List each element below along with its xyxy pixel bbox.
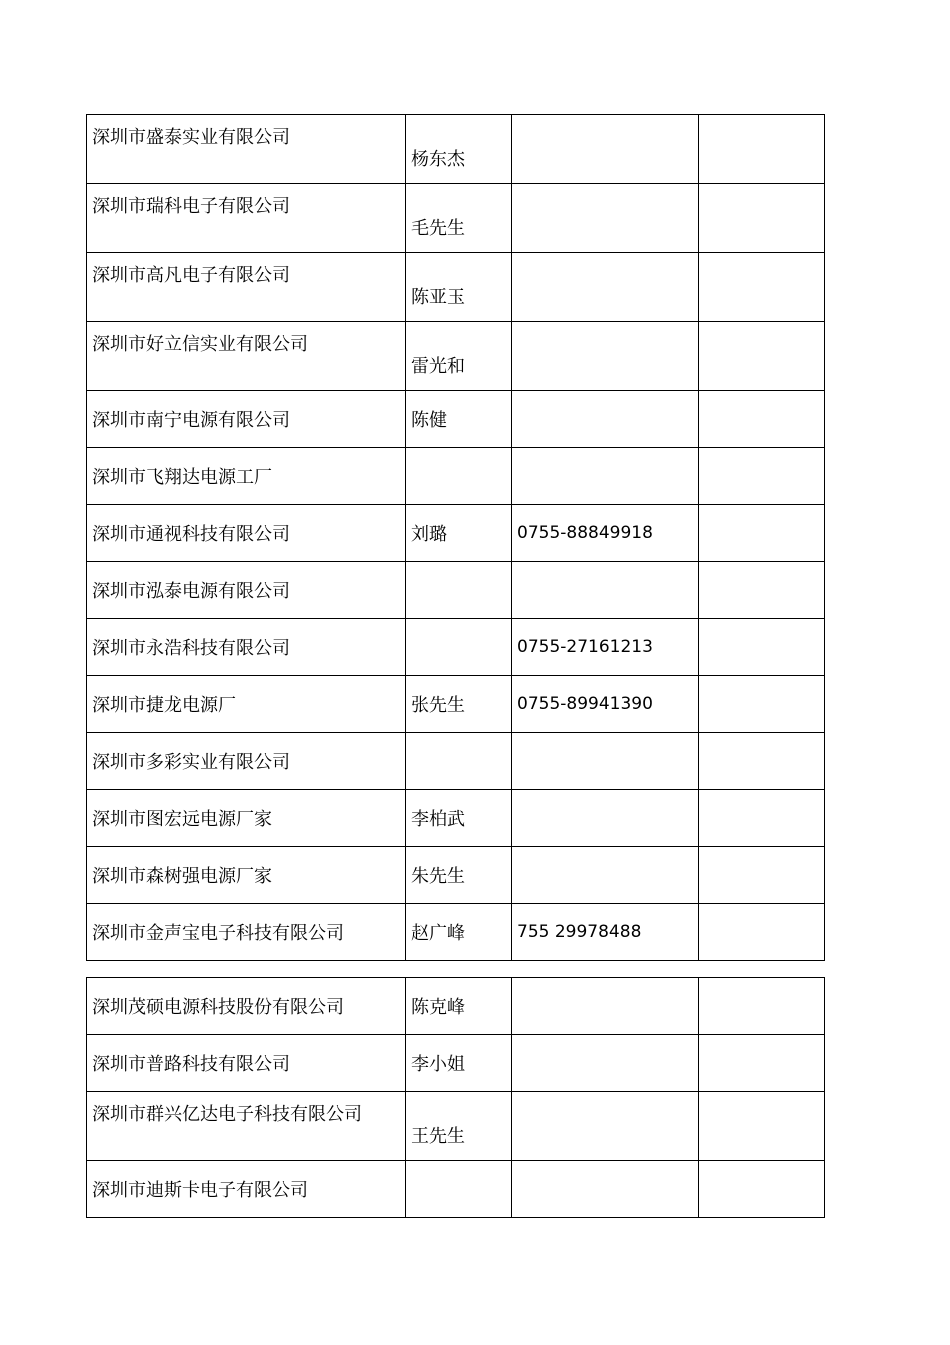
note-cell [699, 391, 825, 448]
table-row [87, 253, 825, 322]
note-cell [699, 790, 825, 847]
phone-cell [512, 733, 699, 790]
contact-cell: 张先生 [406, 676, 512, 733]
company-cell: 深圳市多彩实业有限公司 [87, 733, 406, 790]
company-cell: 深圳市金声宝电子科技有限公司 [87, 904, 406, 961]
contact-cell: 赵广峰 [406, 904, 512, 961]
table-row [87, 184, 825, 253]
note-cell [699, 1161, 825, 1218]
contact-cell [406, 562, 512, 619]
note-cell [699, 1092, 825, 1161]
contact-cell: 陈健 [406, 391, 512, 448]
company-cell: 深圳市高凡电子有限公司 [87, 253, 406, 322]
table-row [87, 322, 825, 391]
company-cell: 深圳市瑞科电子有限公司 [87, 184, 406, 253]
note-cell [699, 733, 825, 790]
contact-table-2 [86, 977, 825, 1218]
phone-cell [512, 184, 699, 253]
company-cell: 深圳市南宁电源有限公司 [87, 391, 406, 448]
note-cell [699, 322, 825, 391]
note-cell [699, 619, 825, 676]
table-row [87, 1035, 825, 1092]
contact-cell: 朱先生 [406, 847, 512, 904]
phone-cell [512, 448, 699, 505]
phone-cell [512, 1092, 699, 1161]
note-cell [699, 1035, 825, 1092]
note-cell [699, 562, 825, 619]
table-row [87, 619, 825, 676]
contact-cell [406, 448, 512, 505]
contact-cell [406, 1161, 512, 1218]
company-cell: 深圳市飞翔达电源工厂 [87, 448, 406, 505]
company-cell: 深圳市森树强电源厂家 [87, 847, 406, 904]
table-row [87, 790, 825, 847]
note-cell [699, 505, 825, 562]
company-cell: 深圳市迪斯卡电子有限公司 [87, 1161, 406, 1218]
table-row [87, 847, 825, 904]
phone-cell: 0755-27161213 [512, 619, 699, 676]
note-cell [699, 676, 825, 733]
phone-cell [512, 115, 699, 184]
contact-cell: 王先生 [406, 1092, 512, 1161]
phone-cell [512, 562, 699, 619]
contact-cell: 毛先生 [406, 184, 512, 253]
note-cell [699, 184, 825, 253]
table-row [87, 978, 825, 1035]
phone-cell [512, 790, 699, 847]
company-cell: 深圳市群兴亿达电子科技有限公司 [87, 1092, 406, 1161]
table-row [87, 391, 825, 448]
company-cell: 深圳市通视科技有限公司 [87, 505, 406, 562]
contact-cell [406, 619, 512, 676]
note-cell [699, 253, 825, 322]
phone-cell [512, 1161, 699, 1218]
table-row [87, 505, 825, 562]
phone-cell [512, 391, 699, 448]
table-row [87, 1092, 825, 1161]
table-row [87, 448, 825, 505]
contact-cell: 陈克峰 [406, 978, 512, 1035]
contact-cell: 李柏武 [406, 790, 512, 847]
contact-cell: 李小姐 [406, 1035, 512, 1092]
phone-cell [512, 1035, 699, 1092]
phone-cell: 755 29978488 [512, 904, 699, 961]
contact-table-1 [86, 114, 825, 961]
company-cell: 深圳市泓泰电源有限公司 [87, 562, 406, 619]
contact-cell: 雷光和 [406, 322, 512, 391]
company-cell: 深圳市图宏远电源厂家 [87, 790, 406, 847]
company-cell: 深圳茂硕电源科技股份有限公司 [87, 978, 406, 1035]
note-cell [699, 978, 825, 1035]
phone-cell [512, 322, 699, 391]
note-cell [699, 847, 825, 904]
company-cell: 深圳市捷龙电源厂 [87, 676, 406, 733]
phone-cell [512, 253, 699, 322]
table-row [87, 676, 825, 733]
note-cell [699, 904, 825, 961]
company-cell: 深圳市盛泰实业有限公司 [87, 115, 406, 184]
table-row [87, 115, 825, 184]
phone-cell [512, 978, 699, 1035]
table-row [87, 1161, 825, 1218]
table-row [87, 904, 825, 961]
company-cell: 深圳市好立信实业有限公司 [87, 322, 406, 391]
contact-cell: 杨东杰 [406, 115, 512, 184]
company-cell: 深圳市普路科技有限公司 [87, 1035, 406, 1092]
note-cell [699, 448, 825, 505]
contact-cell: 陈亚玉 [406, 253, 512, 322]
note-cell [699, 115, 825, 184]
company-cell: 深圳市永浩科技有限公司 [87, 619, 406, 676]
table-row [87, 562, 825, 619]
phone-cell: 0755-88849918 [512, 505, 699, 562]
phone-cell: 0755-89941390 [512, 676, 699, 733]
contact-cell: 刘璐 [406, 505, 512, 562]
phone-cell [512, 847, 699, 904]
contact-cell [406, 733, 512, 790]
table-row [87, 733, 825, 790]
